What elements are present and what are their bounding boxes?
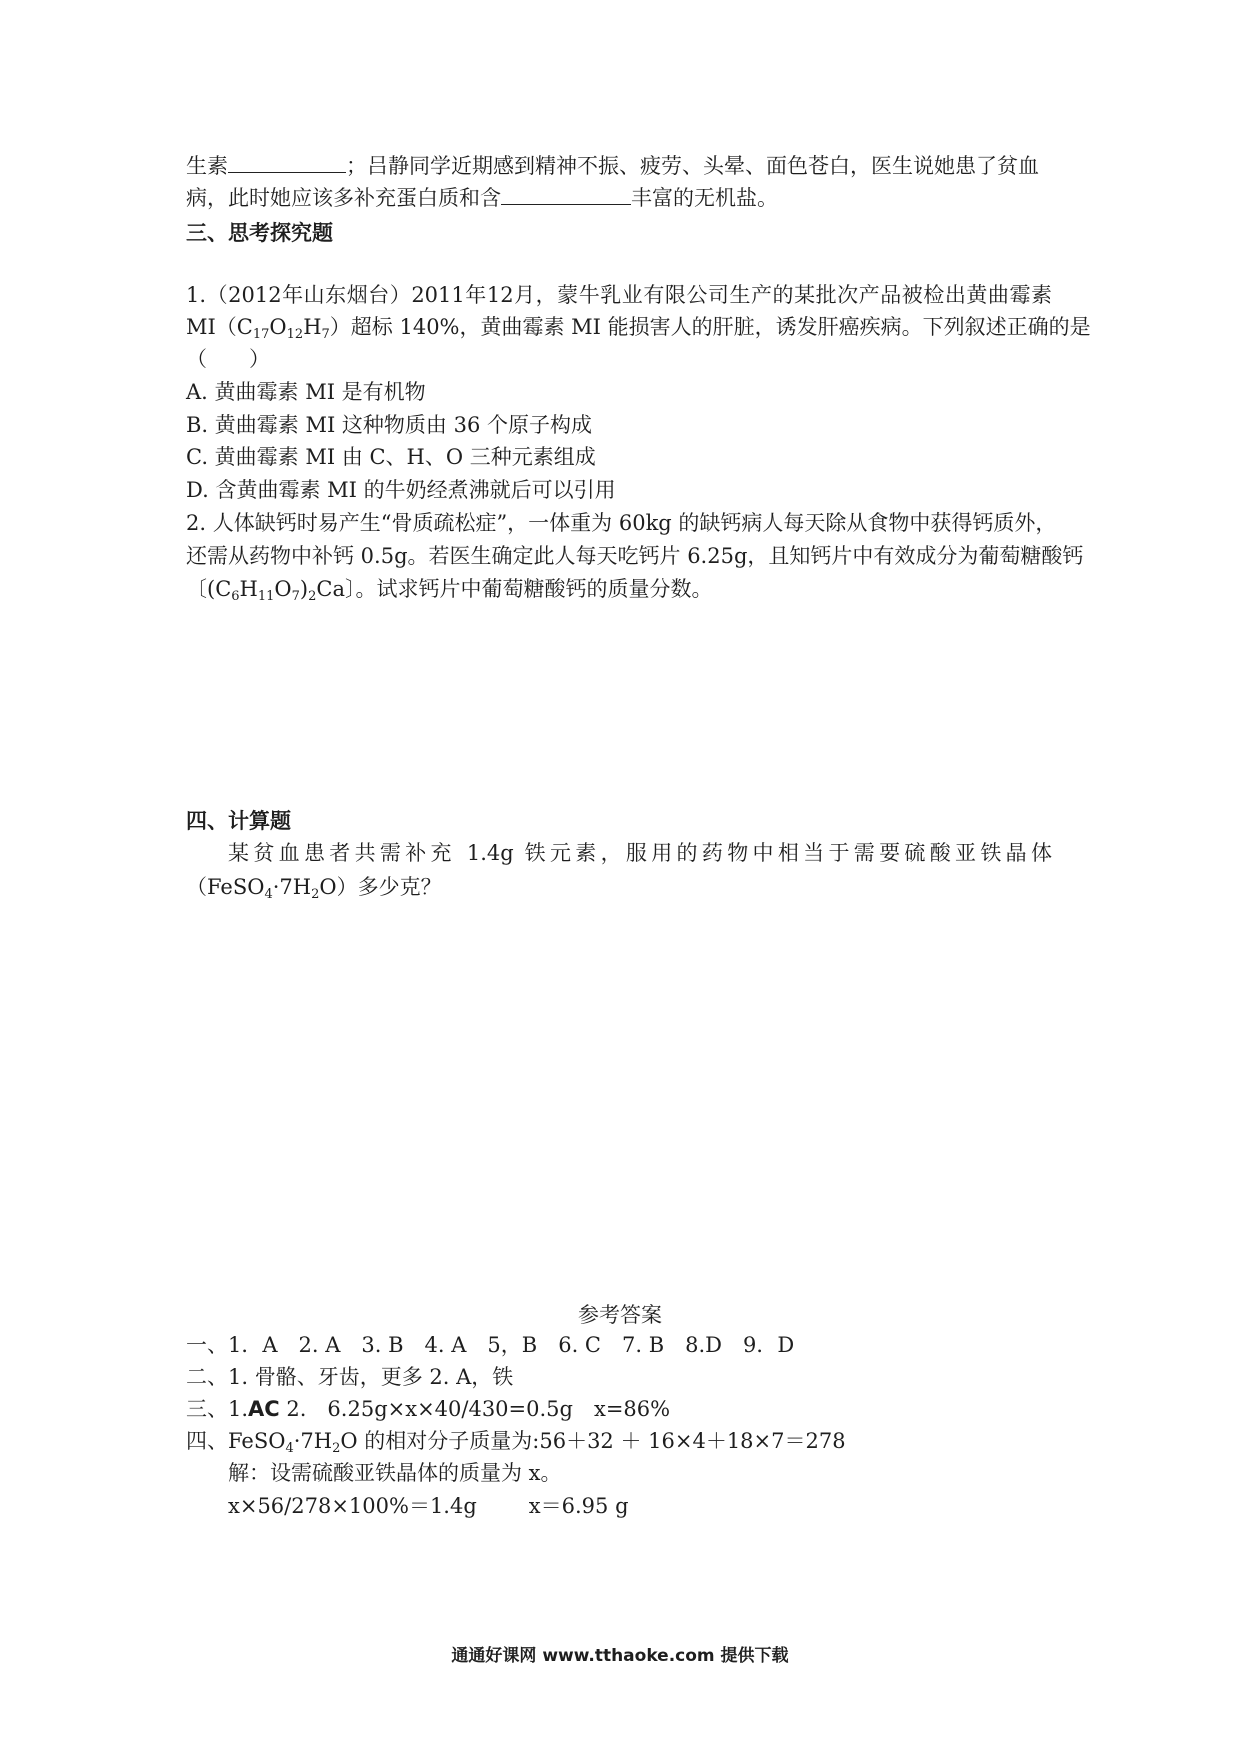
text-segment: H (303, 315, 322, 339)
q1-option-c: C. 黄曲霉素 MI 由 C、H、O 三种元素组成 (186, 445, 596, 469)
text-segment: （FeSO (186, 875, 265, 899)
fill-line-1 (186, 152, 1039, 180)
calc-line-2 (186, 873, 442, 909)
subscript: 7 (291, 589, 300, 604)
text-segment: 丰富的无机盐。 (631, 186, 778, 210)
text-segment: O (274, 577, 292, 601)
q1-line-3: （ ） (186, 347, 270, 371)
text-segment: O）多少克？ (319, 875, 442, 899)
fill-line-2 (186, 184, 778, 212)
text-segment: Ca〕。试求钙片中葡萄糖酸钙的质量分数。 (316, 577, 713, 601)
answer-blank[interactable] (501, 186, 631, 205)
text-segment: 四、FeSO (186, 1429, 286, 1453)
text-segment: MI（C (186, 315, 253, 339)
text-segment: O (269, 315, 287, 339)
text-segment: 2. 6.25g×x×40/430=0.5g x=86% (279, 1397, 671, 1421)
subscript: 6 (231, 589, 240, 604)
answers-title: 参考答案 (578, 1303, 662, 1327)
text-segment: 〔(C (186, 577, 232, 601)
subscript: 4 (285, 1441, 294, 1456)
section-4-heading: 四、计算题 (186, 809, 291, 833)
calc-line-1: 某贫血患者共需补充 1.4g 铁元素，服用的药物中相当于需要硫酸亚铁晶体 (228, 841, 1052, 865)
subscript: 2 (332, 1441, 341, 1456)
subscript: 4 (264, 887, 273, 902)
text-segment: ·7H (272, 875, 312, 899)
subscript: 7 (321, 327, 330, 342)
text-segment: 生素 (186, 154, 228, 178)
q1-line-2 (186, 313, 1091, 349)
answer-line-6 (228, 1492, 629, 1520)
q2-line-3 (186, 575, 713, 611)
text-segment: 三、1. (186, 1397, 249, 1421)
q2-line-2: 还需从药物中补钙 0.5g。若医生确定此人每天吃钙片 6.25g，且知钙片中有效成分为葡萄糖酸钙 (186, 544, 1084, 568)
section-3-heading: 三、思考探究题 (186, 221, 333, 245)
subscript: 12 (286, 327, 304, 342)
q1-option-b: B. 黄曲霉素 MI 这种物质由 36 个原子构成 (186, 413, 593, 437)
subscript: 11 (257, 589, 275, 604)
q1-option-d: D. 含黄曲霉素 MI 的牛奶经煮沸就后可以引用 (186, 478, 616, 502)
text-segment: O 的相对分子质量为:56＋32 ＋ 16×4＋18×7＝278 (340, 1429, 846, 1453)
q1-line-1: 1.（2012年山东烟台）2011年12月，蒙牛乳业有限公司生产的某批次产品被检出黄曲霉素 (186, 283, 1052, 307)
q2-line-1: 2. 人体缺钙时易产生“骨质疏松症”，一体重为 60kg 的缺钙病人每天除从食物中获得钙质外， (186, 511, 1057, 535)
answer-line-2: 二、1. 骨骼、牙齿，更多 2. A，铁 (186, 1365, 514, 1389)
subscript: 2 (311, 887, 320, 902)
text-segment: 病，此时她应该多补充蛋白质和含 (186, 186, 501, 210)
bold-answer: AC (248, 1397, 280, 1421)
text-segment: H (239, 577, 258, 601)
answer-line-1: 一、1．A 2. A 3. B 4. A 5，B 6. C 7. B 8.D 9．D (186, 1333, 795, 1357)
answer-line-5: 解：设需硫酸亚铁晶体的质量为 x。 (228, 1461, 562, 1485)
text-segment: x＝6.95 g (528, 1494, 629, 1518)
text-segment: ）超标 140%，黄曲霉素 MI 能损害人的肝脏，诱发肝癌疾病。下列叙述正确的是 (329, 315, 1091, 339)
text-segment: x×56/278×100%＝1.4g (228, 1494, 477, 1518)
q1-option-a: A. 黄曲霉素 MI 是有机物 (186, 380, 426, 404)
answer-blank[interactable] (228, 154, 346, 173)
text-segment: ；吕静同学近期感到精神不振、疲劳、头晕、面色苍白，医生说她患了贫血 (346, 154, 1039, 178)
subscript: 2 (308, 589, 317, 604)
subscript: 17 (252, 327, 270, 342)
text-segment: ) (299, 577, 309, 601)
footer-credit: 通通好课网 www.tthaoke.com 提供下载 (451, 1646, 789, 1666)
text-segment: ·7H (293, 1429, 333, 1453)
answer-line-4 (186, 1427, 846, 1463)
answer-line-3 (186, 1395, 670, 1423)
